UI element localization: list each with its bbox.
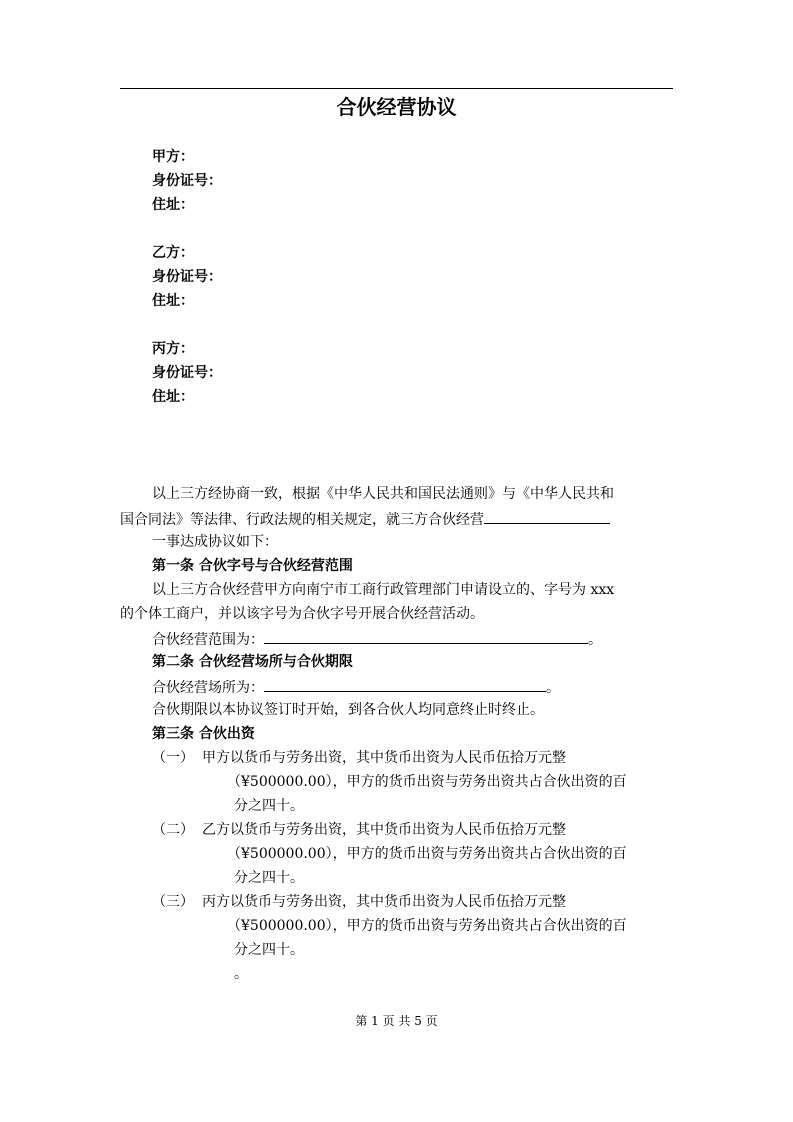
intro-line-2-text: 国合同法》等法律、行政法规的相关规定，就三方合伙经营 bbox=[120, 512, 484, 528]
scope-line bbox=[120, 626, 673, 650]
contribution-item bbox=[120, 890, 673, 962]
intro-line-3: 一事达成协议如下： bbox=[152, 534, 278, 550]
article-3-heading: 第三条 合伙出资 bbox=[152, 726, 255, 742]
item-line-2: （¥500000.00），甲方的货币出资与劳务出资共占合伙出资的百 bbox=[227, 846, 627, 862]
party-a-id-label: 身份证号： bbox=[152, 173, 222, 189]
party-c-address-label: 住址： bbox=[152, 389, 194, 405]
party-a-label: 甲方： bbox=[152, 149, 194, 165]
scope-label: 合伙经营范围为： bbox=[152, 632, 264, 648]
scope-end: 。 bbox=[588, 632, 602, 648]
article-1-para-line-1: 以上三方合伙经营甲方向南宁市工商行政管理部门申请设立的、字号为 xxx bbox=[152, 582, 615, 598]
item-line-1: 乙方以货币与劳务出资，其中货币出资为人民币伍拾万元整 bbox=[202, 822, 566, 838]
item-line-2: （¥500000.00），甲方的货币出资与劳务出资共占合伙出资的百 bbox=[227, 774, 627, 790]
party-b-block bbox=[152, 241, 222, 313]
place-end: 。 bbox=[546, 680, 560, 696]
party-b-label: 乙方： bbox=[152, 245, 194, 261]
party-a-address-label: 住址： bbox=[152, 197, 194, 213]
term-line: 合伙期限以本协议签订时开始，到各合伙人均同意终止时终止。 bbox=[152, 702, 544, 718]
item-line-2: （¥500000.00），甲方的货币出资与劳务出资共占合伙出资的百 bbox=[227, 918, 627, 934]
party-c-label: 丙方： bbox=[152, 341, 194, 357]
item-line-3: 分之四十。 bbox=[234, 942, 304, 958]
item-line-3: 分之四十。 bbox=[234, 798, 304, 814]
page-footer: 第 1 页 共 5 页 bbox=[355, 1014, 438, 1028]
party-a-block bbox=[152, 145, 222, 217]
intro-line-1: 以上三方经协商一致，根据《中华人民共和国民法通则》与《中华人民共和 bbox=[152, 486, 614, 502]
item-line-1: 甲方以货币与劳务出资，其中货币出资为人民币伍拾万元整 bbox=[202, 750, 566, 766]
contribution-item bbox=[120, 818, 673, 890]
scope-blank[interactable] bbox=[264, 626, 588, 644]
agreement-body bbox=[120, 482, 673, 986]
party-b-id-label: 身份证号： bbox=[152, 269, 222, 285]
trailing-mark: 。 bbox=[234, 966, 248, 982]
article-2-heading: 第二条 合伙经营场所与合伙期限 bbox=[152, 654, 353, 670]
contribution-item bbox=[120, 746, 673, 818]
header-rule bbox=[120, 88, 673, 89]
item-number: （一） bbox=[152, 750, 194, 766]
document-title: 合伙经营协议 bbox=[336, 95, 457, 119]
item-line-1: 丙方以货币与劳务出资，其中货币出资为人民币伍拾万元整 bbox=[202, 894, 566, 910]
place-blank[interactable] bbox=[264, 674, 546, 692]
intro-line-2 bbox=[120, 506, 673, 530]
item-number: （二） bbox=[152, 822, 194, 838]
item-number: （三） bbox=[152, 894, 194, 910]
item-line-3: 分之四十。 bbox=[234, 870, 304, 886]
place-line bbox=[120, 674, 673, 698]
party-b-address-label: 住址： bbox=[152, 293, 194, 309]
business-blank[interactable] bbox=[484, 506, 610, 524]
article-1-para-line-2: 的个体工商户，并以该字号为合伙字号开展合伙经营活动。 bbox=[120, 606, 484, 622]
party-c-id-label: 身份证号： bbox=[152, 365, 222, 381]
article-1-heading: 第一条 合伙字号与合伙经营范围 bbox=[152, 558, 353, 574]
place-label: 合伙经营场所为： bbox=[152, 680, 264, 696]
party-c-block bbox=[152, 337, 222, 409]
